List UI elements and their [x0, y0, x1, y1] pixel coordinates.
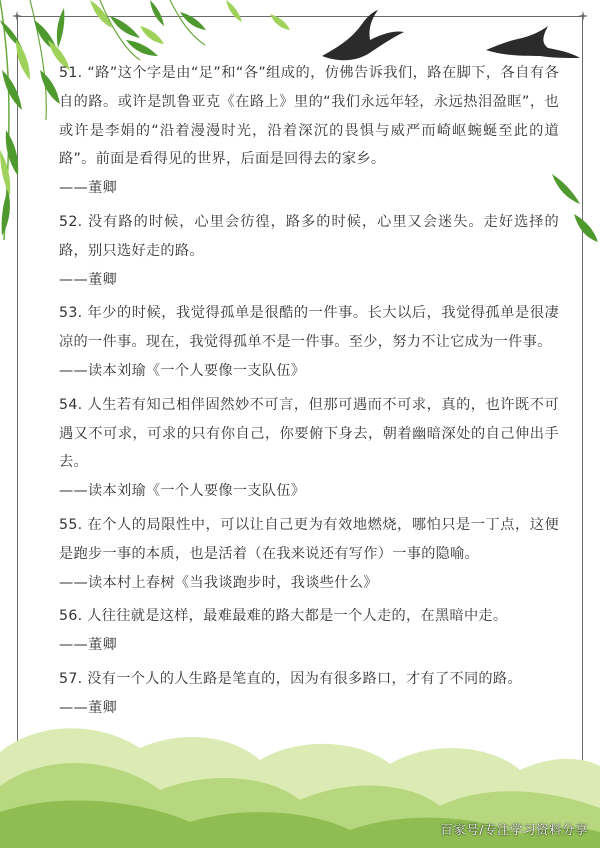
swallow-bird-icon — [322, 10, 404, 60]
quote-53-attribution: ——读本刘瑜《一个人要像一支队伍》 — [59, 362, 306, 379]
quote-57: 57. 没有一个人的人生路是笔直的，因为有很多路口，才有了不同的路。 — [59, 670, 522, 687]
quote-52: 52. 没有路的时候，心里会彷徨，路多的时候，心里又会迷失。走好选择的路，别只选好走的路。 — [59, 213, 559, 259]
quote-55: 55. 在个人的局限性中，可以让自己更为有效地燃烧，哪怕只是一丁点，这便是跑步一事的本质，也是活着（在我来说还有写作）一事的隐喻。 — [59, 516, 559, 562]
watermark: 百家号/专注学习资料分享 — [440, 822, 588, 837]
quote-54-attribution: ——读本刘瑜《一个人要像一支队伍》 — [59, 483, 306, 500]
quote-52-attribution: ——董卿 — [59, 271, 117, 288]
quote-53: 53. 年少的时候，我觉得孤单是很酷的一件事。长大以后，我觉得孤单是很凄凉的一件事。现在，我觉得孤单不是一件事。至少，努力不让它成为一件事。 — [59, 305, 559, 351]
swallow-bird-icon — [486, 26, 580, 58]
quote-57-attribution: ——董卿 — [59, 699, 117, 716]
quote-54: 54. 人生若有知己相伴固然妙不可言，但那可遇而不可求，真的，也许既不可遇又不可求，可求的只有你自己，你要俯下身去，朝着幽暗深处的自己伸出手去。 — [59, 396, 559, 471]
quote-56: 56. 人往往就是这样，最难最难的路大都是一个人走的，在黑暗中走。 — [59, 608, 508, 625]
quotes-list — [59, 59, 559, 728]
quote-56-attribution: ——董卿 — [59, 637, 117, 654]
quote-51: 51. “路”这个字是由“足”和“各”组成的，仿佛告诉我们，路在脚下，各自有各自的路。或许是凯鲁亚克《在路上》里的“我们永远年轻，永远热泪盈眶”，也或许是李娟的“沿着漫漫时光，沿着深沉的畏惧与威严而崎岖蜿蜒至此的道路”。前面是看得见的世界，后面是回得去的家乡。 — [59, 65, 559, 168]
quote-55-attribution: ——读本村上春树《当我谈跑步时，我谈些什么》 — [59, 574, 378, 591]
quote-51-attribution: ——董卿 — [59, 180, 117, 197]
